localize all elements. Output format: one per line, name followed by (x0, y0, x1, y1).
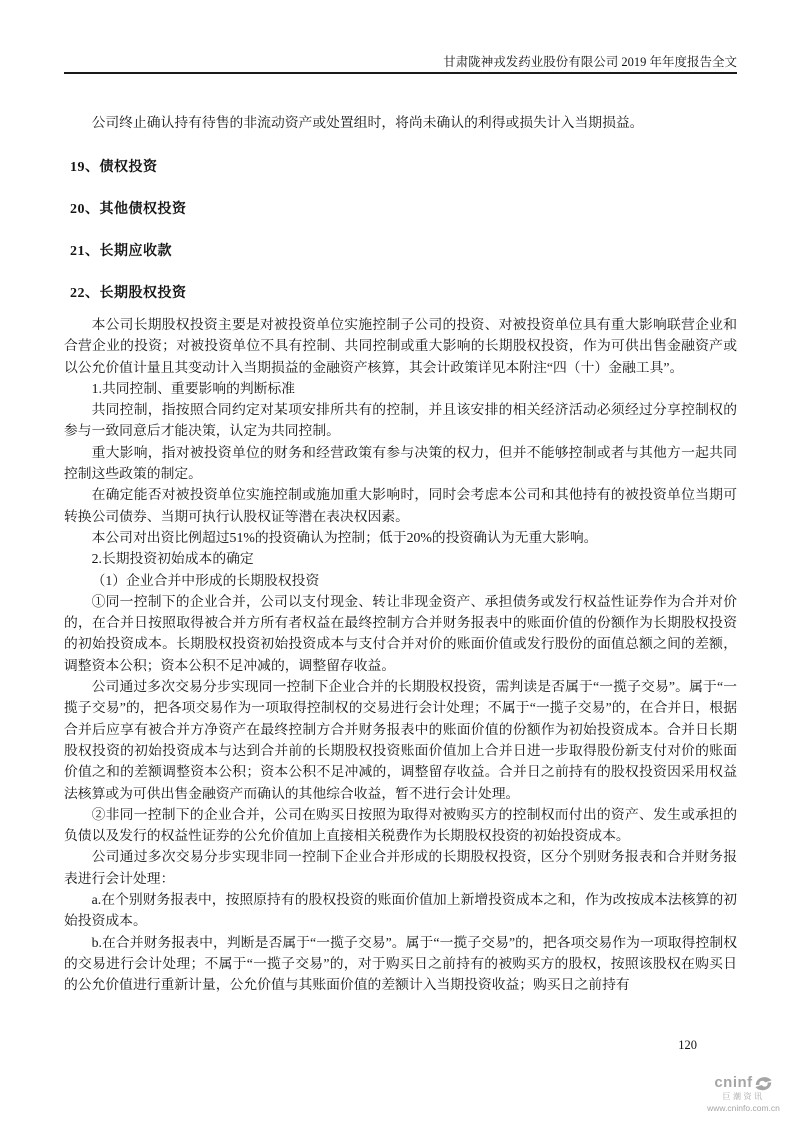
cninfo-swirl-icon (754, 1075, 773, 1092)
body-paragraph: a.在个别财务报表中，按照原持有的股权投资的账面价值加上新增投资成本之和，作为改按成本法核算的初始投资成本。 (64, 892, 737, 929)
body-text-block (64, 314, 737, 996)
cninfo-url-text: www.cninfo.com.cn (707, 1103, 780, 1113)
body-paragraph: 共同控制，指按照合同约定对某项安排所共有的控制，并且该安排的相关经济活动必须经过分享控制权的参与一致同意后才能决策，认定为共同控制。 (64, 402, 737, 439)
body-paragraph: ①同一控制下的企业合并，公司以支付现金、转让非现金资产、承担债务或发行权益性证券作为合并对价的，在合并日按照取得被合并方所有者权益在最终控制方合并财务报表中的账面价值的份额作为长期股权投资的初始投资成本。长期股权投资初始投资成本与支付合并对价的账面价值或发行股份的面值总额之间的差额，调整资本公积；资本公积不足冲减的，调整留存收益。 (64, 593, 737, 673)
body-paragraph: （1）企业合并中形成的长期股权投资 (91, 572, 320, 588)
page-number: 120 (678, 1038, 697, 1052)
intro-paragraph: 公司终止确认持有待售的非流动资产或处置组时，将尚未确认的利得或损失计入当期损益。 (91, 114, 644, 130)
body-paragraph: b.在合并财务报表中，判断是否属于“一揽子交易”。属于“一揽子交易”的，把各项交易作为一项取得控制权的交易进行会计处理；不属于“一揽子交易”的，对于购买日之前持有的被购买方的股权，按照该股权在购买日的公允价值进行重新计量，公允价值与其账面价值的差额计入当期投资收益；购买日之前持有 (64, 934, 737, 993)
header-rule (64, 72, 737, 74)
document-header-title: 甘肃陇神戎发药业股份有限公司 2019 年年度报告全文 (443, 55, 737, 69)
body-paragraph: 在确定能否对被投资单位实施控制或施加重大影响时，同时会考虑本公司和其他持有的被投资单位当期可转换公司债券、当期可执行认股权证等潜在表决权因素。 (64, 487, 737, 524)
page-content (64, 0, 737, 1122)
section-heading-19-debt-investments: 19、债权投资 (70, 160, 158, 175)
section-heading-21-long-term-receivables: 21、长期应收款 (70, 244, 172, 259)
body-paragraph: 本公司对出资比例超过51%的投资确认为控制；低于20%的投资确认为无重大影响。 (91, 529, 598, 545)
body-paragraph: 2.长期投资初始成本的确定 (91, 551, 254, 567)
section-heading-22-long-term-equity-investments: 22、长期股权投资 (70, 286, 187, 301)
body-paragraph: 公司通过多次交易分步实现非同一控制下企业合并形成的长期股权投资，区分个别财务报表和合并财务报表进行会计处理： (64, 849, 737, 886)
body-paragraph: 1.共同控制、重要影响的判断标准 (91, 380, 296, 396)
body-paragraph: ②非同一控制下的企业合并，公司在购买日按照为取得对被购买方的控制权而付出的资产、发生或承担的负债以及发行的权益性证券的公允价值加上直接相关税费作为长期股权投资的初始投资成本。 (64, 806, 737, 844)
cninfo-brand-text: cninf (714, 1074, 753, 1091)
body-paragraph: 重大影响，指对被投资单位的财务和经营政策有参与决策的权力，但并不能够控制或者与其他方一起共同控制这些政策的制定。 (64, 444, 737, 482)
section-heading-20-other-debt-investments: 20、其他债权投资 (70, 202, 187, 217)
cninfo-caption-text: 巨潮资讯 (722, 1092, 765, 1101)
cninfo-logo-row (697, 1074, 790, 1092)
body-paragraph: 本公司长期股权投资主要是对被投资单位实施控制子公司的投资、对被投资单位具有重大影响联营企业和合营企业的投资；对被投资单位不具有控制、共同控制或重大影响的长期股权投资，作为可供出售金融资产或以公允价值计量且其变动计入当期损益的金融资产核算，其会计政策详见本附注“四（十）金融工具”。 (64, 317, 737, 375)
body-paragraph: 公司通过多次交易分步实现同一控制下企业合并的长期股权投资，需判读是否属于“一揽子交易”。属于“一揽子交易”的，把各项交易作为一项取得控制权的交易进行会计处理；不属于“一揽子交易”的，在合并日，根据合并后应享有被合并方净资产在最终控制方合并财务报表中的账面价值的份额作为初始投资成本。合并日长期股权投资的初始投资成本与达到合并前的长期股权投资账面价值加上合并日进一步取得股份新支付对价的账面价值之和的差额调整资本公积；资本公积不足冲减的，调整留存收益。合并日之前持有的股权投资因采用权益法核算或为可供出售金融资产而确认的其他综合收益，暂不进行会计处理。 (64, 679, 737, 801)
cninfo-logo (697, 1074, 790, 1113)
